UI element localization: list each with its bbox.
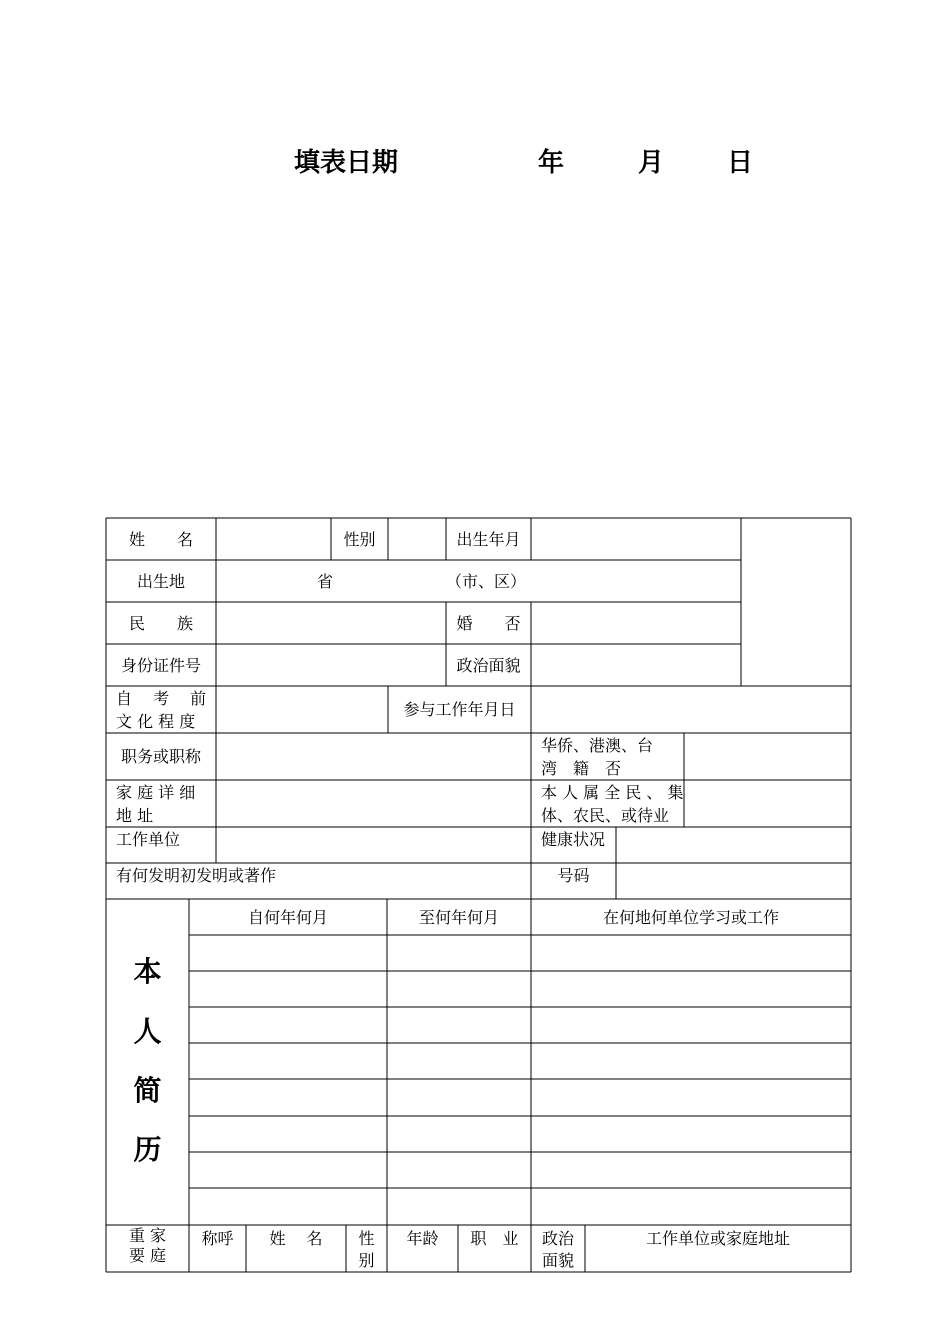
- input-gender[interactable]: [389, 519, 445, 559]
- family-col-relation: 称呼: [201, 1229, 234, 1248]
- input-education[interactable]: [217, 687, 387, 732]
- label-inventions: 有何发明初发明或著作: [116, 866, 277, 885]
- family-col-name: 姓 名: [269, 1229, 323, 1248]
- label-political-status: 政治面貌: [456, 656, 521, 675]
- input-job-title[interactable]: [217, 734, 530, 779]
- resume-side-label-1: 本: [133, 955, 162, 988]
- photo-area[interactable]: [742, 519, 850, 685]
- resume-row[interactable]: [190, 972, 850, 1006]
- input-health[interactable]: [617, 828, 850, 862]
- resume-side-label-3: 简: [133, 1074, 162, 1107]
- label-birth-date: 出生年月: [456, 530, 521, 549]
- input-political-status[interactable]: [532, 645, 740, 685]
- resume-row[interactable]: [190, 936, 850, 970]
- resume-side-label-2: 人: [133, 1015, 162, 1048]
- family-side-label-2: 要 庭: [128, 1246, 167, 1265]
- label-marital: 婚 否: [456, 614, 521, 633]
- label-job-title: 职务或职称: [120, 747, 201, 766]
- family-col-gender-1: 性: [358, 1229, 375, 1248]
- label-ownership-1: 本 人 属 全 民 、 集: [541, 783, 684, 802]
- label-home-address-1: 家 庭 详 细: [116, 783, 196, 802]
- label-employer: 工作单位: [116, 830, 181, 849]
- label-education-2: 文 化 程 度: [116, 712, 196, 731]
- label-ethnicity: 民 族: [128, 614, 193, 633]
- label-number: 号码: [557, 866, 590, 885]
- input-employer[interactable]: [217, 828, 530, 862]
- label-overseas-2: 湾 籍 否: [541, 759, 622, 778]
- resume-row[interactable]: [190, 1080, 850, 1115]
- family-col-political-1: 政治: [541, 1229, 574, 1248]
- family-col-employer: 工作单位或家庭地址: [645, 1229, 790, 1248]
- input-marital[interactable]: [532, 603, 740, 643]
- input-id-number[interactable]: [217, 645, 445, 685]
- label-birthplace: 出生地: [136, 572, 185, 591]
- resume-col-where: 在何地何单位学习或工作: [602, 908, 779, 927]
- input-ethnicity[interactable]: [217, 603, 445, 643]
- label-health: 健康状况: [541, 830, 606, 849]
- label-ownership-2: 体、农民、或待业: [541, 806, 670, 825]
- fill-date-day: 日: [727, 148, 754, 178]
- label-name: 姓 名: [128, 530, 193, 549]
- label-gender: 性别: [343, 530, 376, 549]
- resume-row[interactable]: [190, 1117, 850, 1151]
- resume-row[interactable]: [190, 1153, 850, 1187]
- input-overseas[interactable]: [685, 734, 850, 779]
- resume-row[interactable]: [190, 1044, 850, 1078]
- label-work-start-date: 参与工作年月日: [403, 700, 516, 719]
- family-col-age: 年龄: [406, 1229, 439, 1248]
- family-col-gender-2: 别: [358, 1251, 375, 1270]
- label-province: 省: [317, 572, 334, 591]
- input-number[interactable]: [617, 864, 850, 898]
- label-overseas-1: 华侨、港澳、台: [541, 736, 654, 755]
- label-id-number: 身份证件号: [120, 656, 201, 675]
- resume-col-to: 至何年何月: [418, 908, 499, 927]
- resume-row[interactable]: [190, 1008, 850, 1042]
- fill-date-label: 填表日期: [294, 148, 399, 178]
- family-col-job: 职 业: [470, 1229, 519, 1248]
- input-work-start-date[interactable]: [532, 687, 850, 732]
- input-ownership[interactable]: [685, 781, 850, 826]
- label-home-address-2: 地 址: [116, 806, 154, 825]
- label-city: （市、区）: [446, 572, 527, 591]
- input-home-address[interactable]: [217, 781, 530, 826]
- label-education-1: 自 考 前: [116, 689, 207, 708]
- resume-row[interactable]: [190, 1189, 850, 1224]
- family-col-political-2: 面貌: [541, 1251, 574, 1270]
- resume-side-label-4: 历: [133, 1133, 162, 1166]
- input-name[interactable]: [217, 519, 330, 559]
- input-birth-date[interactable]: [532, 519, 740, 559]
- family-side-label-1: 重 家: [128, 1226, 167, 1245]
- resume-col-from: 自何年何月: [247, 908, 328, 927]
- fill-date-year: 年: [538, 148, 565, 178]
- fill-date-month: 月: [638, 148, 665, 178]
